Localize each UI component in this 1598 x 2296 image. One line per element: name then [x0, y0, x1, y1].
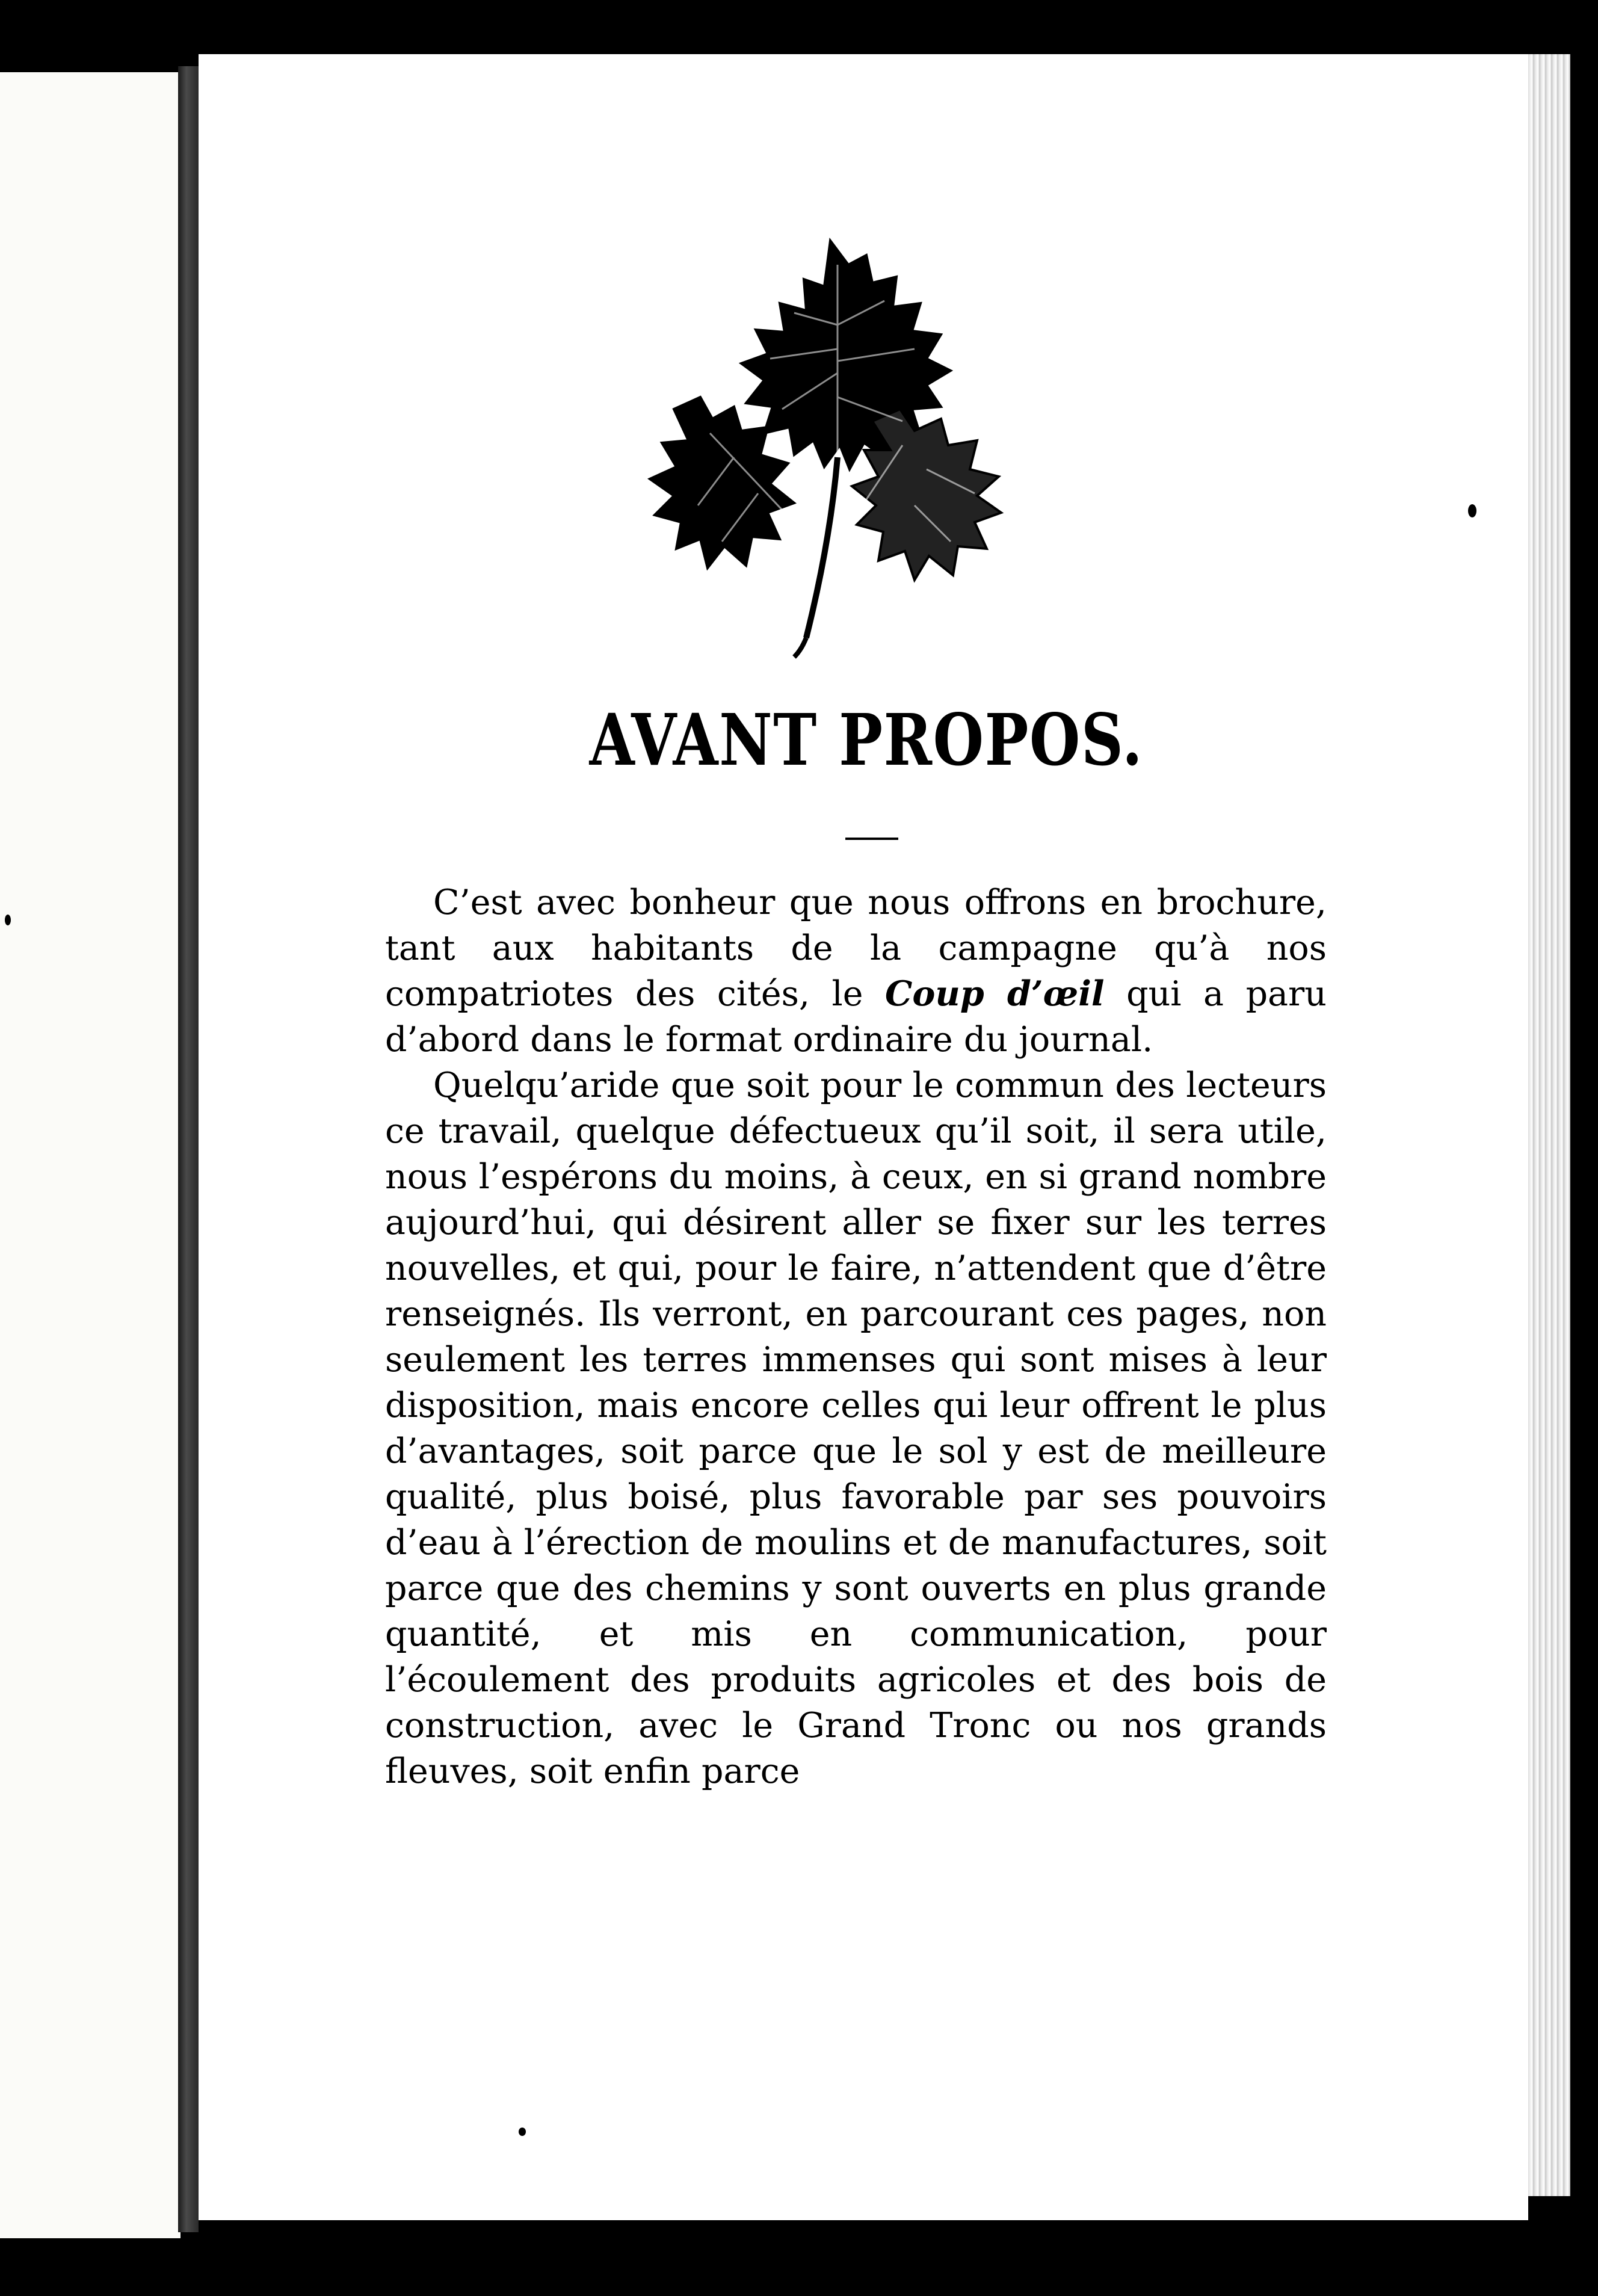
- scan-speck: [519, 2128, 526, 2136]
- scan-speck: [5, 915, 11, 925]
- body-text: [385, 880, 1327, 1794]
- paragraph-1: [385, 880, 1327, 1063]
- paragraph-1-italic-title: Coup d’œil: [885, 974, 1105, 1014]
- previous-page-edge: [0, 72, 180, 2238]
- title-divider: [845, 838, 898, 840]
- page-stack-edge: [1528, 54, 1570, 2196]
- maple-leaf-ornament-icon: [626, 229, 1059, 662]
- book-gutter: [178, 66, 199, 2232]
- paragraph-1-text-start: C’est avec bonheur que nous offrons en brochure, tant aux habitants de la campagne qu’à nos compatriotes des cités, le: [385, 883, 1327, 1014]
- paragraph-2: Quelqu’aride que soit pour le commun des lecteurs ce travail, quelque défectueux qu’il soit, il sera utile, nous l’espérons du moins, à ceux, en si grand nombre aujourd’hui, qui désirent aller se fixer sur les terres nouvelles, et qui, pour le faire, n’attendent que d’être renseignés. Ils verront, en parcourant ces pages, non seulement les terres immenses qui sont mises à leur disposition, mais encore celles qui leur offrent le plus d’avantages, soit parce que le sol y est de meilleure qualité, plus boisé, plus favorable par ses pouvoirs d’eau à l’érection de moulins et de manufactures, soit parce que des chemins y sont ouverts en plus grande quantité, et mis en communication, pour l’écoulement des produits agricoles et des bois de construction, avec le Grand Tronc ou nos grands fleuves, soit enfin parce: [385, 1066, 1327, 1791]
- scan-speck: [1468, 504, 1476, 517]
- page-title: AVANT PROPOS.: [589, 698, 1144, 782]
- paragraph-1-text-end: qui a paru d’abord dans le format ordinaire du journal.: [385, 974, 1327, 1060]
